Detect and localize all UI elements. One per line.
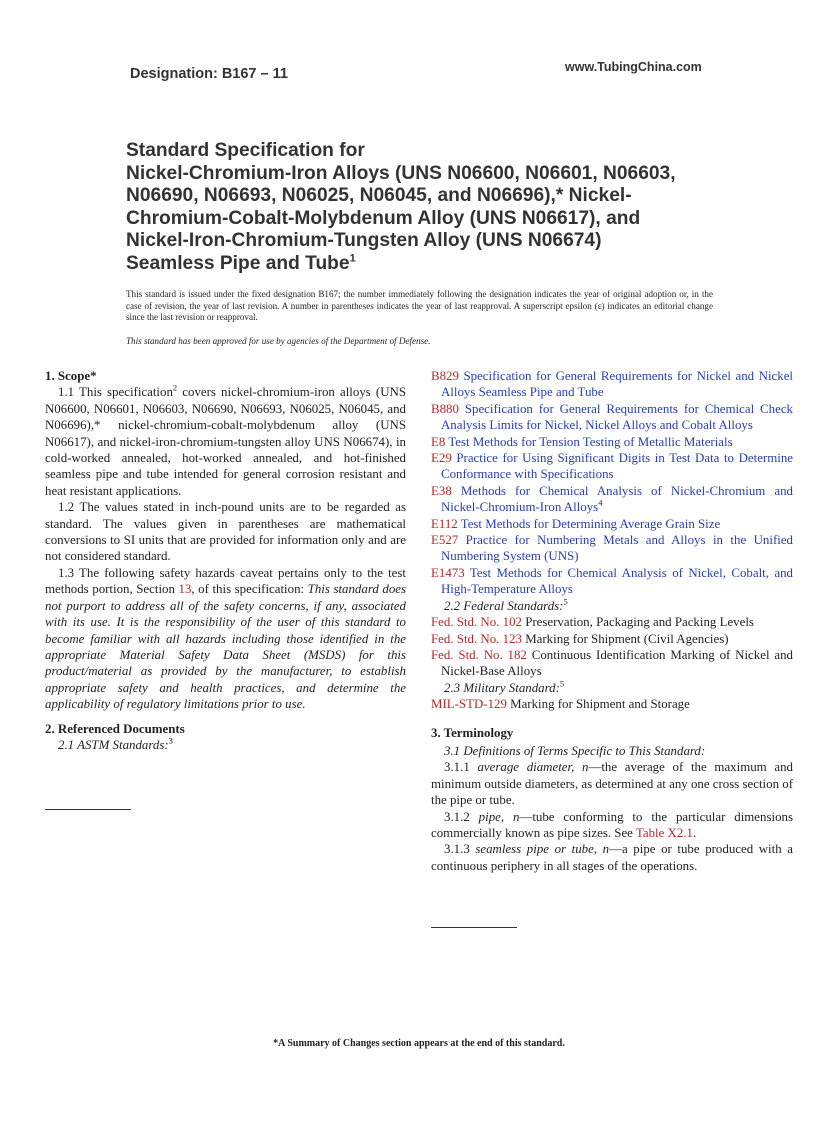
astm-reference-list	[431, 368, 793, 598]
reference-title: Practice for Numbering Metals and Alloys in the Unified Numbering System (UNS)	[441, 533, 793, 564]
reference-title: Test Methods for Chemical Analysis of Nickel, Cobalt, and High-Temperature Alloys	[441, 565, 793, 597]
title-line: Standard Specification for	[126, 140, 365, 161]
section-13-link[interactable]: 13	[178, 582, 192, 597]
reference-code-link[interactable]: B829	[431, 369, 459, 383]
reference-item	[431, 434, 793, 450]
reference-code-link[interactable]: E527	[431, 533, 459, 548]
footnote-mark[interactable]: 5	[563, 596, 568, 607]
reference-item	[431, 401, 793, 434]
reference-code-link[interactable]: Fed. Std. No. 123	[431, 631, 522, 646]
federal-standards-label: 2.2 Federal Standards:$^5$	[444, 596, 568, 613]
military-reference-list	[431, 696, 793, 712]
section-heading-referenced: 2. Referenced Documents	[45, 721, 185, 736]
reference-code-link[interactable]: B880	[431, 401, 459, 416]
reference-title: Specification for General Requirements for Chemical Check Analysis Limits for Nickel, Nickel Alloys and Cobalt Alloys	[441, 401, 793, 433]
astm-standards-label: 2.1 ASTM Standards:$^3$	[58, 735, 173, 752]
reference-item	[431, 516, 793, 532]
reference-item	[431, 483, 793, 516]
reference-code-link[interactable]: E112	[431, 516, 458, 531]
footnote-mark[interactable]: 3	[168, 735, 173, 746]
table-x2-1-link[interactable]: Table X2.1	[635, 825, 693, 840]
reference-title: Methods for Chemical Analysis of Nickel-Chromium and Nickel-Chromium-Iron Alloys	[441, 483, 793, 515]
footnote-divider	[45, 809, 131, 810]
paragraph-1-1: 1.1 This specification$^2$ covers nickel-chromium-iron alloys (UNS N06600, N06601, N06603, N06690, N06693, N06025, N06045, and N06696),* nickel-chromium-cobalt-molybdenum alloy (UNS N06617), and nickel-iron-chromium-tungsten alloy UNS N06674), in cold-worked annealed, hot-worked annealed, and hot-finished seamless pipe and tube intended for general corrosion resistant and heat resistant applications.	[45, 383, 406, 498]
reference-item	[431, 614, 793, 630]
reference-code-link[interactable]: Fed. Std. No. 102	[431, 615, 522, 630]
reference-title: Specification for General Requirements for Nickel and Nickel Alloys Seamless Pipe and Tube	[441, 369, 793, 400]
paragraph-3-1: 3.1 Definitions of Terms Specific to This Standard:	[444, 743, 706, 758]
reference-item	[431, 696, 793, 712]
title-line: Chromium-Cobalt-Molybdenum Alloy (UNS N06617), and	[126, 207, 641, 229]
reference-title: Test Methods for Determining Average Grain Size	[457, 516, 721, 531]
reference-item	[431, 631, 793, 647]
footnote-divider	[431, 927, 517, 928]
issuance-notice: This standard is issued under the fixed designation B167; the number immediately following the designation indicates the year of original adoption or, in the case of revision, the year of last revision. A number in parentheses indicates the year of last reapproval. A superscript epsilon (ε) indicates an editorial change since the last revision or reapproval.	[126, 289, 713, 323]
reference-title: Marking for Shipment and Storage	[506, 697, 690, 712]
section-heading-scope: 1. Scope*	[45, 369, 97, 383]
reference-item	[431, 368, 793, 401]
title-line: Nickel-Iron-Chromium-Tungsten Alloy (UNS N06674)	[126, 230, 602, 252]
reference-title: Marking for Shipment (Civil Agencies)	[521, 631, 729, 646]
section-heading-terminology: 3. Terminology	[431, 725, 514, 740]
footnote-mark[interactable]: 1	[349, 252, 356, 265]
reference-item	[431, 450, 793, 483]
reference-title: Practice for Using Significant Digits in Test Data to Determine Conformance with Specifications	[441, 451, 793, 482]
reference-title: Continuous Identification Marking of Nickel and Nickel-Base Alloys	[441, 647, 793, 679]
left-column	[45, 368, 406, 753]
title-line: Seamless Pipe and Tube$^1$	[126, 252, 356, 274]
reference-code-link[interactable]: MIL-STD-129	[431, 697, 507, 712]
footnote-mark[interactable]: 2	[172, 383, 178, 394]
reference-code-link[interactable]: E29	[431, 451, 452, 466]
website-link[interactable]: www.TubingChina.com	[565, 60, 702, 74]
federal-reference-list	[431, 614, 793, 680]
paragraph-3-1-1: 3.1.1 average diameter, n—the average of the maximum and minimum outside diameters, as determined at any one cross section of the pipe or tube.	[431, 760, 793, 808]
right-column	[431, 368, 793, 874]
title-line: N06690, N06693, N06025, N06045, and N06696),* Nickel-	[126, 185, 632, 207]
footnote-mark[interactable]: 5	[559, 678, 565, 689]
military-standard-label: 2.3 Military Standard:$^5$	[444, 678, 565, 695]
reference-item	[431, 532, 793, 565]
reference-code-link[interactable]: Fed. Std. No. 182	[431, 647, 527, 662]
reference-code-link[interactable]: E38	[431, 483, 452, 498]
reference-code-link[interactable]: E8	[431, 434, 446, 449]
paragraph-3-1-2: 3.1.2 pipe, n—tube conforming to the particular dimensions commercially known as pipe sizes. See Table X2.1.	[431, 809, 793, 840]
paragraph-1-2: 1.2 The values stated in inch-pound units are to be regarded as standard. The values given in parentheses are mathematical conversions to SI units that are provided for information only and are not considered standard.	[45, 500, 406, 564]
paragraph-3-1-3: 3.1.3 seamless pipe or tube, n—a pipe or tube produced with a continuous periphery in all stages of the operations.	[431, 842, 793, 873]
summary-of-changes-note: *A Summary of Changes section appears at the end of this standard.	[273, 1038, 565, 1049]
designation: Designation: B167 – 11	[130, 66, 288, 82]
reference-title: Preservation, Packaging and Packing Levels	[521, 615, 754, 630]
reference-item	[431, 565, 793, 598]
document-title	[126, 140, 766, 276]
approval-note: This standard has been approved for use by agencies of the Department of Defense.	[126, 336, 431, 346]
reference-code-link[interactable]: E1473	[431, 565, 465, 580]
paragraph-1-3: 1.3 The following safety hazards caveat pertains only to the test methods portion, Section 13, of this specification: This standard does not purport to address all of the safety concerns, if any, associated with its use. It is the responsibility of the user of this standard to become familiar with all hazards including those identified in the appropriate Material Safety Data Sheet (MSDS) for this product/material as provided by the manufacturer, to establish appropriate safety and health practices, and determine the applicability of regulatory limitations prior to use.	[45, 565, 406, 712]
title-line: Nickel-Chromium-Iron Alloys (UNS N06600, N06601, N06603,	[126, 162, 676, 184]
reference-title: Test Methods for Tension Testing of Metallic Materials	[445, 434, 733, 449]
footnote-mark[interactable]: 4	[598, 497, 603, 508]
reference-item	[431, 647, 793, 680]
